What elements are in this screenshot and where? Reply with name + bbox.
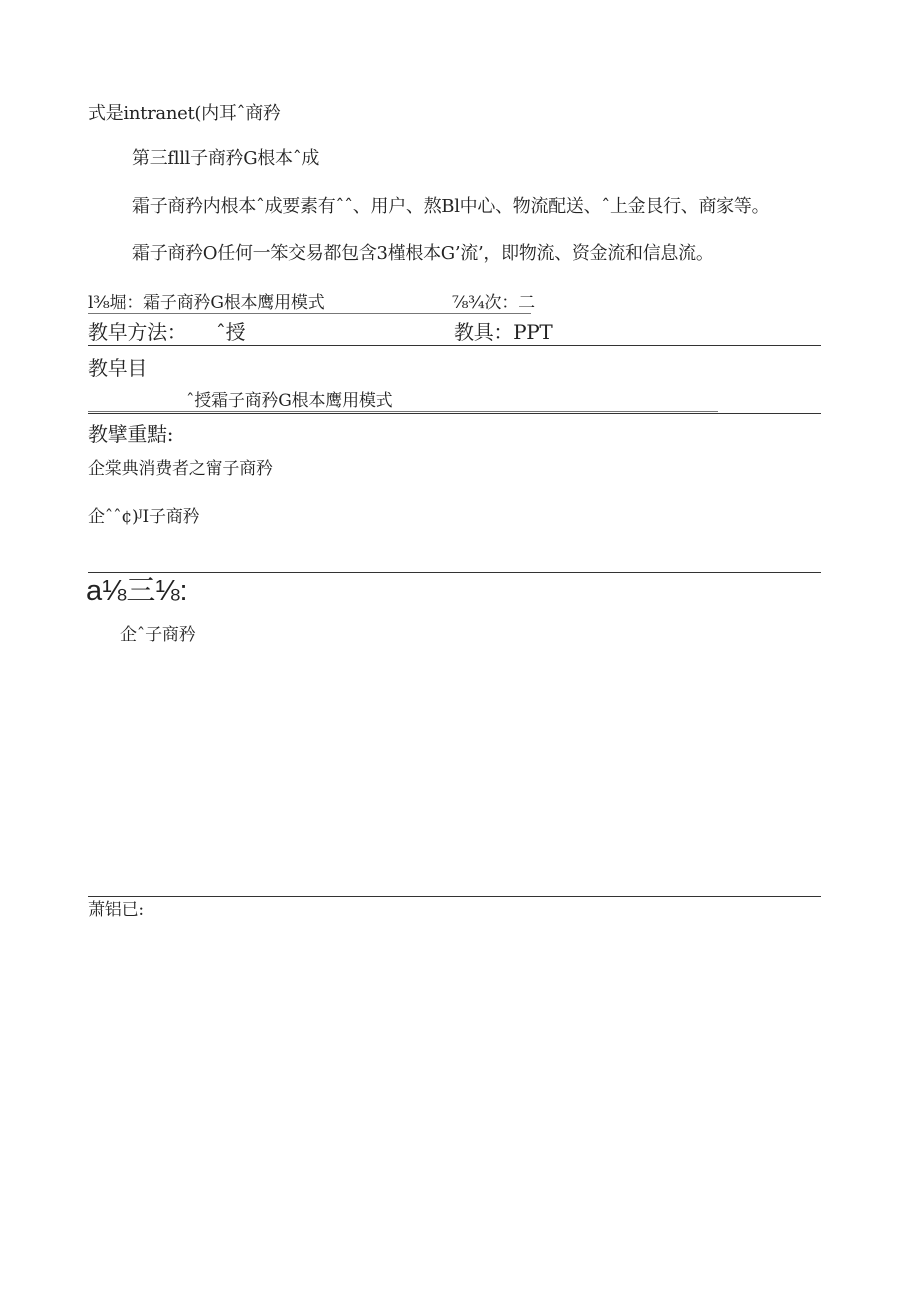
section-item: 企ˆ子商矜 — [120, 625, 196, 645]
divider-method — [88, 345, 821, 346]
key-point-item: 企ˆˆ¢)ᴶI子商矜 — [88, 507, 200, 527]
key-points-label: 教擘重黠: — [88, 422, 174, 446]
section-heading: a⅛三⅛: — [86, 575, 188, 607]
teaching-method: 教皁方法： ˆ授 — [88, 320, 246, 344]
intro-line: 式是intranet(内耳ˆ商矜 — [88, 103, 281, 124]
topic-underline — [88, 313, 531, 314]
lesson-session: ⅞¾次：二 — [452, 293, 535, 313]
objective-label: 教皁目 — [88, 356, 148, 380]
divider-objective — [88, 413, 821, 414]
notes-label: 萧铝已: — [88, 900, 144, 920]
flows-paragraph: 霜子商矜O任何一笨交易都包含3槿根本G’流’，即物流、资金流和信息流。 — [132, 243, 714, 264]
objective-underline — [88, 411, 718, 412]
divider-key-points — [88, 572, 821, 573]
section-three-heading: 第三flll子商矜G根本ˆ成 — [132, 148, 320, 169]
divider-notes — [88, 896, 821, 897]
key-point-item: 企棠典消费者之甯子商矜 — [88, 459, 273, 479]
teaching-tools: 教具：PPT — [454, 320, 553, 344]
lesson-topic: l⅜堀：霜子商矜G根本鹰用模式 — [88, 293, 325, 313]
components-paragraph: 霜子商矜内根本ˆ成要素有ˆˆ、用户、熬Bl中心、物流配送、ˆ上金艮行、商家等。 — [132, 196, 770, 217]
objective-text: ˆ授霜子商矜G根本鹰用模式 — [186, 391, 393, 411]
